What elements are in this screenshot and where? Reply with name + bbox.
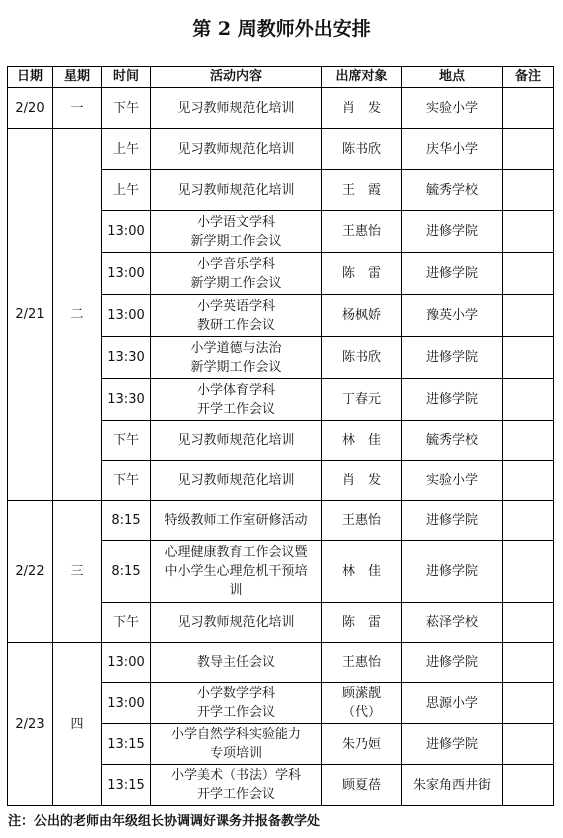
location-cell: 进修学院 — [402, 337, 503, 379]
footnote: 注：公出的老师由年级组长协调调好课务并报备教学处 — [8, 814, 321, 829]
column-header-date: 日期 — [8, 67, 53, 88]
attendee-cell: 林 佳 — [322, 421, 402, 461]
note-cell — [503, 129, 554, 170]
attendee-cell: 陈书欣 — [322, 129, 402, 170]
location-cell: 进修学院 — [402, 541, 503, 603]
time-cell: 13:00 — [102, 211, 151, 253]
note-cell — [503, 541, 554, 603]
attendee-cell: 王惠怡 — [322, 643, 402, 683]
note-cell — [503, 461, 554, 501]
location-cell: 进修学院 — [402, 643, 503, 683]
attendee-cell: 杨枫娇 — [322, 295, 402, 337]
note-cell — [503, 421, 554, 461]
column-header-weekday: 星期 — [53, 67, 102, 88]
time-cell: 13:00 — [102, 253, 151, 295]
location-cell: 进修学院 — [402, 253, 503, 295]
attendee-cell: 肖 发 — [322, 461, 402, 501]
location-cell: 菘泽学校 — [402, 603, 503, 643]
time-cell: 13:15 — [102, 724, 151, 765]
location-cell: 进修学院 — [402, 379, 503, 421]
note-cell — [503, 643, 554, 683]
column-header-note: 备注 — [503, 67, 554, 88]
activity-cell: 见习教师规范化培训 — [151, 129, 322, 170]
column-header-time: 时间 — [102, 67, 151, 88]
page-title: 第 2 周教师外出安排 — [192, 18, 371, 40]
location-cell: 实验小学 — [402, 461, 503, 501]
time-cell: 13:00 — [102, 683, 151, 724]
activity-cell: 见习教师规范化培训 — [151, 170, 322, 211]
note-cell — [503, 88, 554, 129]
date-cell: 2/23 — [8, 643, 53, 806]
location-cell: 毓秀学校 — [402, 421, 503, 461]
attendee-cell: 陈书欣 — [322, 337, 402, 379]
table-row — [8, 501, 554, 541]
attendee-cell: 王惠怡 — [322, 211, 402, 253]
note-cell — [503, 765, 554, 806]
activity-cell: 小学音乐学科 新学期工作会议 — [151, 253, 322, 295]
time-cell: 13:00 — [102, 295, 151, 337]
location-cell: 思源小学 — [402, 683, 503, 724]
time-cell: 13:00 — [102, 643, 151, 683]
column-header-attendee: 出席对象 — [322, 67, 402, 88]
attendee-cell: 朱乃姮 — [322, 724, 402, 765]
time-cell: 下午 — [102, 421, 151, 461]
note-cell — [503, 724, 554, 765]
schedule-table — [7, 66, 554, 806]
attendee-cell: 顾潆靓 （代） — [322, 683, 402, 724]
weekday-cell: 四 — [53, 643, 102, 806]
time-cell: 13:30 — [102, 337, 151, 379]
activity-cell: 特级教师工作室研修活动 — [151, 501, 322, 541]
attendee-cell: 王惠怡 — [322, 501, 402, 541]
time-cell: 8:15 — [102, 541, 151, 603]
activity-cell: 小学自然学科实验能力 专项培训 — [151, 724, 322, 765]
activity-cell: 小学体育学科 开学工作会议 — [151, 379, 322, 421]
activity-cell: 小学数学学科 开学工作会议 — [151, 683, 322, 724]
activity-cell: 小学英语学科 教研工作会议 — [151, 295, 322, 337]
note-cell — [503, 603, 554, 643]
attendee-cell: 林 佳 — [322, 541, 402, 603]
date-cell: 2/21 — [8, 129, 53, 501]
note-cell — [503, 295, 554, 337]
weekday-cell: 一 — [53, 88, 102, 129]
header-row — [8, 67, 554, 88]
location-cell: 豫英小学 — [402, 295, 503, 337]
time-cell: 上午 — [102, 129, 151, 170]
column-header-location: 地点 — [402, 67, 503, 88]
time-cell: 上午 — [102, 170, 151, 211]
weekday-cell: 二 — [53, 129, 102, 501]
location-cell: 实验小学 — [402, 88, 503, 129]
note-cell — [503, 253, 554, 295]
location-cell: 进修学院 — [402, 724, 503, 765]
activity-cell: 见习教师规范化培训 — [151, 88, 322, 129]
activity-cell: 小学语文学科 新学期工作会议 — [151, 211, 322, 253]
time-cell: 下午 — [102, 461, 151, 501]
table-row — [8, 88, 554, 129]
date-cell: 2/22 — [8, 501, 53, 643]
time-cell: 下午 — [102, 603, 151, 643]
attendee-cell: 丁春元 — [322, 379, 402, 421]
time-cell: 8:15 — [102, 501, 151, 541]
activity-cell: 见习教师规范化培训 — [151, 461, 322, 501]
location-cell: 毓秀学校 — [402, 170, 503, 211]
attendee-cell: 顾夏蓓 — [322, 765, 402, 806]
location-cell: 朱家角西井街 — [402, 765, 503, 806]
table-row — [8, 643, 554, 683]
activity-cell: 心理健康教育工作会议暨 中小学生心理危机干预培 训 — [151, 541, 322, 603]
location-cell: 进修学院 — [402, 501, 503, 541]
column-header-activity: 活动内容 — [151, 67, 322, 88]
time-cell: 13:30 — [102, 379, 151, 421]
activity-cell: 小学美术（书法）学科 开学工作会议 — [151, 765, 322, 806]
note-cell — [503, 170, 554, 211]
activity-cell: 小学道德与法治 新学期工作会议 — [151, 337, 322, 379]
attendee-cell: 王 霞 — [322, 170, 402, 211]
note-cell — [503, 211, 554, 253]
location-cell: 庆华小学 — [402, 129, 503, 170]
table-row — [8, 129, 554, 170]
note-cell — [503, 683, 554, 724]
location-cell: 进修学院 — [402, 211, 503, 253]
note-cell — [503, 501, 554, 541]
date-cell: 2/20 — [8, 88, 53, 129]
note-cell — [503, 337, 554, 379]
activity-cell: 见习教师规范化培训 — [151, 421, 322, 461]
note-cell — [503, 379, 554, 421]
time-cell: 13:15 — [102, 765, 151, 806]
attendee-cell: 陈 雷 — [322, 603, 402, 643]
activity-cell: 教导主任会议 — [151, 643, 322, 683]
time-cell: 下午 — [102, 88, 151, 129]
activity-cell: 见习教师规范化培训 — [151, 603, 322, 643]
weekday-cell: 三 — [53, 501, 102, 643]
attendee-cell: 陈 雷 — [322, 253, 402, 295]
attendee-cell: 肖 发 — [322, 88, 402, 129]
